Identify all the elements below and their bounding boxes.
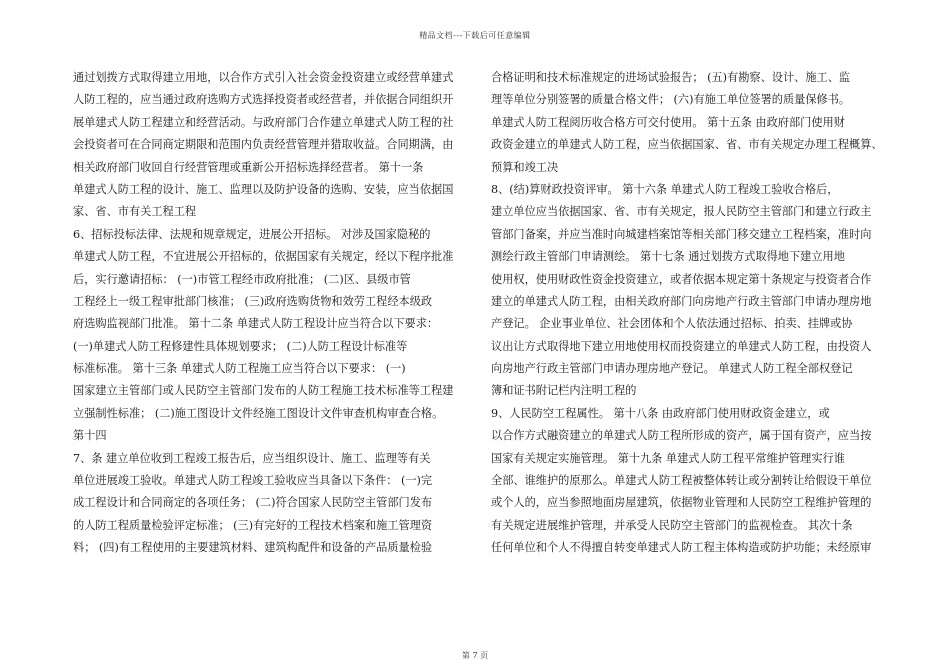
left-text-column (73, 67, 454, 560)
text-line: 通过划拨方式取得建立用地，以合作方式引入社会资金投资建立或经营单建式 (73, 71, 454, 84)
text-line: 会投资者可在合同商定期限和范围内负责经营管理并猎取收益。合同期满，由 (73, 138, 454, 152)
text-line: 预算和竣工决 (491, 160, 559, 174)
text-line: 单建式人防工程阅历收合格方可交付使用。 第十五条 由政府部门使用财 (491, 115, 845, 129)
text-line: 测绘行政主管部门申请测绘。 第十七条 通过划拨方式取得地下建立用地 (491, 250, 845, 264)
text-line: 或个人的，应当参照地面房屋建筑，依据物业管理和人民防空工程维护管理的 (491, 496, 872, 510)
text-line: 国家建立主管部门或人民防空主管部门发布的人防工程施工技术标准等工程建 (73, 384, 454, 398)
text-line: 8、(结)算财政投资评审。 第十六条 单建式人防工程竣工验收合格后， (491, 182, 839, 196)
text-line: 立强制性标准； (二)施工图设计文件经施工图设计文件审查机构审查合格。 (73, 406, 444, 420)
text-line: 相关政府部门收回自行经营管理或重新公开招标选择经营者。 第十一条 (73, 160, 424, 174)
text-line: 工程经上一级工程审批部门核准； (三)政府选购货物和效劳工程经本级政 (73, 294, 433, 308)
text-line: 9、人民防空工程属性。 第十八条 由政府部门使用财政资金建立，或 (491, 406, 830, 420)
text-line: 理等单位分别签署的质量合格文件； (六)有施工单位签署的质量保修书。 (491, 93, 851, 107)
text-line: 有关规定进展维护管理，并承受人民防空主管部门的监视检查。 其次十条 (491, 518, 853, 532)
right-text-column (491, 67, 883, 560)
text-line: 合格证明和技术标准规定的进场试验报告； (五)有勘察、设计、施工、监 (491, 71, 851, 84)
text-line: 6、招标投标法律、法规和规章规定，进展公开招标。 对涉及国家隐秘的 (73, 227, 431, 241)
text-line: 标准标准。 第十三条 单建式人防工程施工应当符合以下要求： (一) (73, 362, 406, 376)
text-line: 使用权，使用财政性资金投资建立，或者依据本规定第十条规定与投资者合作 (491, 272, 872, 286)
text-line: 人防工程的，应当通过政府选购方式选择投资者或经营者，并依据合同组织开 (73, 93, 454, 107)
text-line: 政资金建立的单建式人防工程，应当依据国家、省、市有关规定办理工程概算、 (491, 138, 883, 152)
text-line: 第十四 (73, 429, 107, 443)
text-line: 7、条 建立单位收到工程竣工报告后，应当组织设计、施工、监理等有关 (73, 451, 431, 465)
text-line: 管部门备案，并应当准时向城建档案馆等相关部门移交建立工程档案，准时向 (491, 227, 872, 241)
text-line: 单建式人防工程，不宜进展公开招标的，依据国家有关规定，经以下程序批准 (73, 250, 454, 264)
text-line: 国家有关规定实施管理。 第十九条 单建式人防工程平常维护管理实行谁 (491, 451, 845, 465)
text-line: 以合作方式融资建立的单建式人防工程所形成的资产，属于国有资产，应当按 (491, 429, 872, 443)
text-line: 展单建式人防工程建立和经营活动。与政府部门合作建立单建式人防工程的社 (73, 115, 454, 129)
text-line: (一)单建式人防工程修建性具体规划要求； (二)人防工程设计标准等 (73, 339, 408, 353)
text-line: 任何单位和个人不得擅自转变单建式人防工程主体构造或防护功能；未经原审 (491, 541, 872, 555)
text-line: 簿和证书附记栏内注明工程的 (491, 384, 637, 398)
text-line: 向房地产行政主管部门申请办理房地产登记。 单建式人防工程全部权登记 (491, 362, 853, 376)
text-line: 后，实行邀请招标： (一)市管工程经市政府批准； (二)区、县级市管 (73, 272, 411, 286)
text-line: 家、省、市有关工程工程 (73, 205, 197, 219)
text-line: 建立的单建式人防工程，由相关政府部门向房地产行政主管部门申请办理房地 (491, 294, 872, 308)
text-line: 产登记。 企业事业单位、社会团体和个人依法通过招标、拍卖、挂牌或协 (491, 317, 853, 331)
text-line: 全部、谁维护的原那么。单建式人防工程被整体转让或分割转让给假设干单位 (491, 474, 872, 488)
page-header: 精品文档---下载后可任意编辑 (419, 31, 531, 40)
text-line: 议出让方式取得地下建立用地使用权而投资建立的单建式人防工程，由投资人 (491, 339, 872, 353)
text-line: 的人防工程质量检验评定标准； (三)有完好的工程技术档案和施工管理资 (73, 518, 433, 532)
text-line: 建立单位应当依据国家、省、市有关规定，报人民防空主管部门和建立行政主 (491, 205, 872, 219)
text-line: 府选购监视部门批准。 第十二条 单建式人防工程设计应当符合以下要求： (73, 317, 439, 331)
page-number: 第 7 页 (461, 651, 489, 660)
text-line: 料； (四)有工程使用的主要建筑材料、建筑构配件和设备的产品质量检验 (73, 541, 433, 555)
text-line: 成工程设计和合同商定的各项任务； (二)符合国家人民防空主管部门发布 (73, 496, 433, 510)
text-line: 单建式人防工程的设计、施工、监理以及防护设备的选购、安装，应当依据国 (73, 182, 454, 196)
text-line: 单位进展竣工验收。单建式人防工程竣工验收应当具备以下条件： (一)完 (73, 474, 433, 488)
